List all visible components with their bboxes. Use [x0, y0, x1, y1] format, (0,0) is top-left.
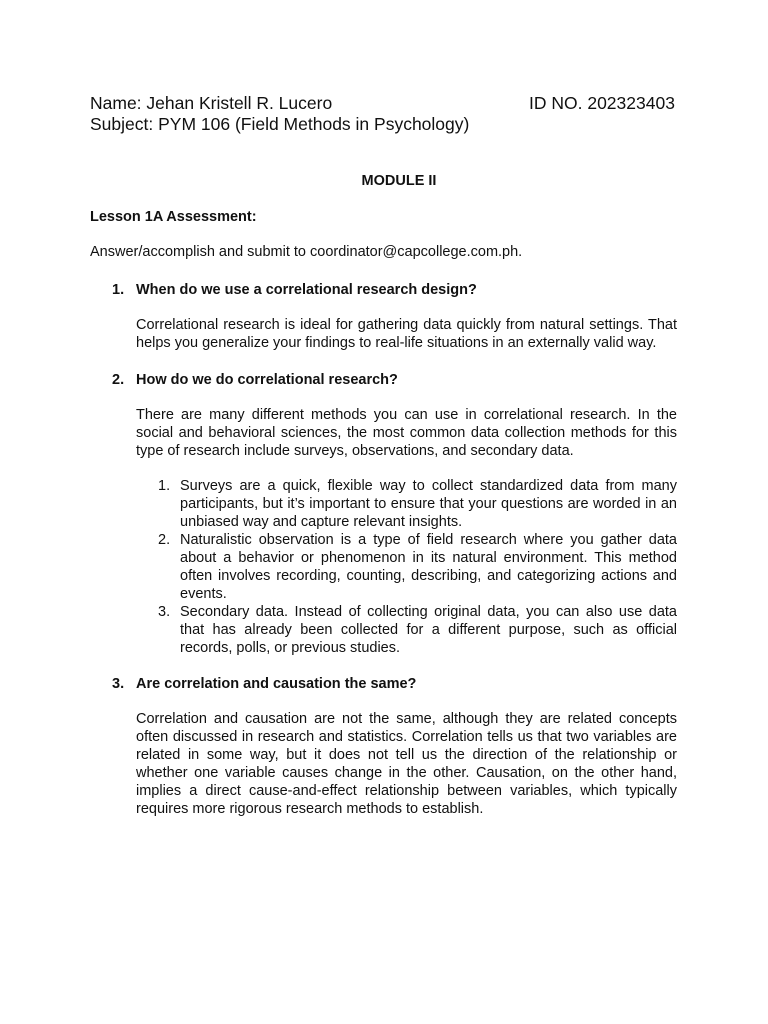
lesson-title: Lesson 1A Assessment: [90, 209, 257, 225]
question-text: Are correlation and causation the same? [136, 676, 417, 692]
student-name: Name: Jehan Kristell R. Lucero [90, 93, 333, 113]
list-item-text: Naturalistic observation is a type of field research where you gather data about a behavior or phenomenon in its natural environment. This method often involves recording, counting, describing, and categorizing actions and events. [180, 532, 677, 602]
student-id: ID NO. 202323403 [529, 93, 675, 113]
question-number: 2. [112, 372, 125, 388]
list-item [158, 531, 677, 603]
question-number: 3. [112, 676, 125, 692]
answer-1: Correlational research is ideal for gathering data quickly from natural settings. That helps you generalize your findings to real-life situations in an externally valid way. [136, 317, 677, 351]
list-item [158, 603, 677, 657]
list-item-text: Secondary data. Instead of collecting original data, you can also use data that has already been collected for a different purpose, such as official records, polls, or previous studies. [180, 604, 677, 656]
question-text: When do we use a correlational research design? [136, 282, 477, 298]
list-item-number: 2. [158, 532, 171, 548]
question-number: 1. [112, 282, 125, 298]
question-3 [112, 675, 416, 693]
question-1 [112, 281, 477, 299]
list-item-number: 3. [158, 604, 171, 620]
module-title: MODULE II [361, 173, 437, 189]
question-text: How do we do correlational research? [136, 372, 398, 388]
methods-list [158, 477, 677, 657]
list-item-number: 1. [158, 478, 171, 494]
answer-3: Correlation and causation are not the same, although they are related concepts often discussed in research and statistics. Correlation tells us that two variables are related in some way, but it does not tell us the direction of the relationship or whether one variable causes change in the other. Causation, on the other hand, implies a direct cause-and-effect relationship between variables, which typically requires more rigorous research methods to establish. [136, 711, 677, 817]
list-item-text: Surveys are a quick, flexible way to collect standardized data from many participants, but it’s important to ensure that your questions are worded in an unbiased way and capture relevant insights. [180, 478, 677, 530]
answer-2: There are many different methods you can use in correlational research. In the social and behavioral sciences, the most common data collection methods for this type of research include surveys, observations, and secondary data. [136, 407, 677, 459]
instructions: Answer/accomplish and submit to coordinator@capcollege.com.ph. [90, 244, 523, 260]
subject-line: Subject: PYM 106 (Field Methods in Psychology) [90, 114, 470, 134]
question-2 [112, 371, 398, 389]
list-item [158, 477, 677, 531]
